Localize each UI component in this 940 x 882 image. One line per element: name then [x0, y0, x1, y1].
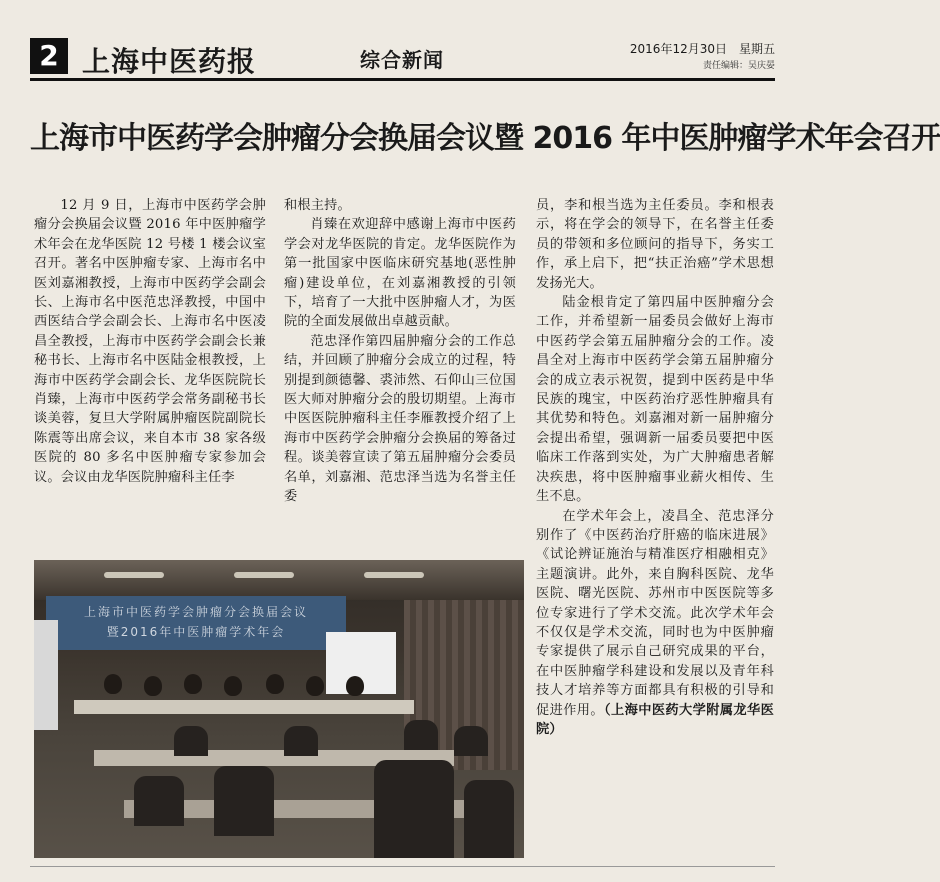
attendee-head: [306, 676, 324, 696]
paragraph: 12 月 9 日，上海市中医药学会肿瘤分会换届会议暨 2016 年中医肿瘤学术年会在龙华医院 12 号楼 1 楼会议室召开。著名中医肿瘤专家、上海市名中医刘嘉湘教授，上海市中医药学会副会长、上海市名中医范忠泽教授，中国中西医结合学会副会长、上海市名中医凌昌全教授，上海市中医药学会副会长兼秘书长、上海市名中医陆金根教授，上海市中医药学会副会长、龙华医院院长肖臻，上海市中医药学会常务副秘书长谈美蓉，复旦大学附属肿瘤医院副院长陈震等出席会议，来自本市 38 家各级医院的 80 多名中医肿瘤专家参加会议。会议由龙华医院肿瘤科主任李: [34, 198, 266, 485]
paper-name: 上海中医药报: [82, 45, 257, 78]
editor-credit: 责任编辑：吴庆晏: [702, 61, 775, 71]
head-table: [74, 700, 414, 714]
article-column-1: [34, 196, 266, 552]
ceiling-light: [104, 572, 164, 578]
paragraph: [536, 507, 774, 740]
banner-line-1: 上海市中医药学会肿瘤分会换届会议: [83, 605, 308, 619]
section-title: 综合新闻: [360, 48, 444, 72]
paragraph: 范忠泽作第四届肿瘤分会的工作总结，并回顾了肿瘤分会成立的过程，特别提到颜德馨、裘沛然、石仰山三位国医大师对肿瘤分会的殷切期望。上海市中医医院肿瘤科主任李雁教授介绍了上海市中医药学会肿瘤分会换届的筹备过程。谈美蓉宣读了第五届肿瘤分会委员名单，刘嘉湘、范忠泽当选为名誉主任委: [284, 333, 516, 505]
conference-photo: [34, 560, 524, 858]
attendee: [134, 776, 184, 826]
issue-date: 2016年12月30日 星期五: [629, 42, 775, 56]
banner-line-2: 暨2016年中医肿瘤学术年会: [106, 625, 286, 639]
ceiling-light: [234, 572, 294, 578]
article-source: （上海中医药大学附属龙华医院）: [536, 702, 775, 737]
attendee-head: [346, 676, 364, 696]
paragraph: 和根主持。: [284, 198, 351, 213]
attendee: [284, 726, 318, 756]
attendee: [174, 726, 208, 756]
attendee: [214, 766, 274, 836]
ceiling-light: [364, 572, 424, 578]
article-column-3: [536, 196, 774, 856]
masthead: [30, 30, 775, 80]
article-headline: 上海市中医药学会肿瘤分会换届会议暨 2016 年中医肿瘤学术年会召开: [30, 121, 940, 156]
photo-ceiling: [34, 560, 524, 600]
paragraph: 陆金根肯定了第四届中医肿瘤分会工作，并希望新一届委员会做好上海市中医药学会第五届肿瘤分会的工作。凌昌全对上海市中医药学会第五届肿瘤分会的成立表示祝贺，提到中医药是中华民族的瑰宝，中医药治疗恶性肿瘤具有其优势和特色。刘嘉湘对新一届肿瘤分会提出希望，强调新一届委员要把中医临床工作落到实处，为广大肿瘤患者解决疾患，将中医肿瘤事业薪火相传、生生不息。: [536, 295, 774, 505]
attendee-head: [184, 674, 202, 694]
attendee-head: [144, 676, 162, 696]
attendee: [464, 780, 514, 858]
conference-banner: [46, 596, 346, 650]
attendee-head: [104, 674, 122, 694]
bottom-rule: [30, 866, 775, 867]
page-number: 2: [30, 38, 68, 74]
attendee: [374, 760, 454, 858]
paragraph: 员，李和根当选为主任委员。李和根表示，将在学会的领导下，在名誉主任委员的带领和多位顾问的指导下，务实工作，承上启下，把“扶正治癌”学术思想发扬光大。: [536, 198, 774, 291]
masthead-rule: [30, 78, 775, 81]
attendee: [404, 720, 438, 750]
attendee-head: [266, 674, 284, 694]
paragraph: 肖臻在欢迎辞中感谢上海市中医药学会对龙华医院的肯定。龙华医院作为第一批国家中医临床研究基地(恶性肿瘤)建设单位，在刘嘉湘教授的引领下，培育了一大批中医肿瘤人才，为医院的全面发展做出卓越贡献。: [284, 217, 516, 330]
paragraph-text: 在学术年会上，凌昌全、范忠泽分别作了《中医药治疗肝癌的临床进展》《试论辨证施治与精准医疗相融相克》主题演讲。此外，来自胸科医院、龙华医院、曙光医院、苏州市中医医院等多位专家进行了学术交流。此次学术年会不仅仅是学术交流，同时也为中医肿瘤专家提供了展示自己研究成果的平台，在中医肿瘤学科建设和发展以及青年科技人才培养等方面都具有积极的引导和促进作用。: [536, 508, 774, 718]
attendee: [454, 726, 488, 756]
projection-screen-left: [34, 620, 58, 730]
article-column-2: [284, 196, 516, 552]
attendee-head: [224, 676, 242, 696]
